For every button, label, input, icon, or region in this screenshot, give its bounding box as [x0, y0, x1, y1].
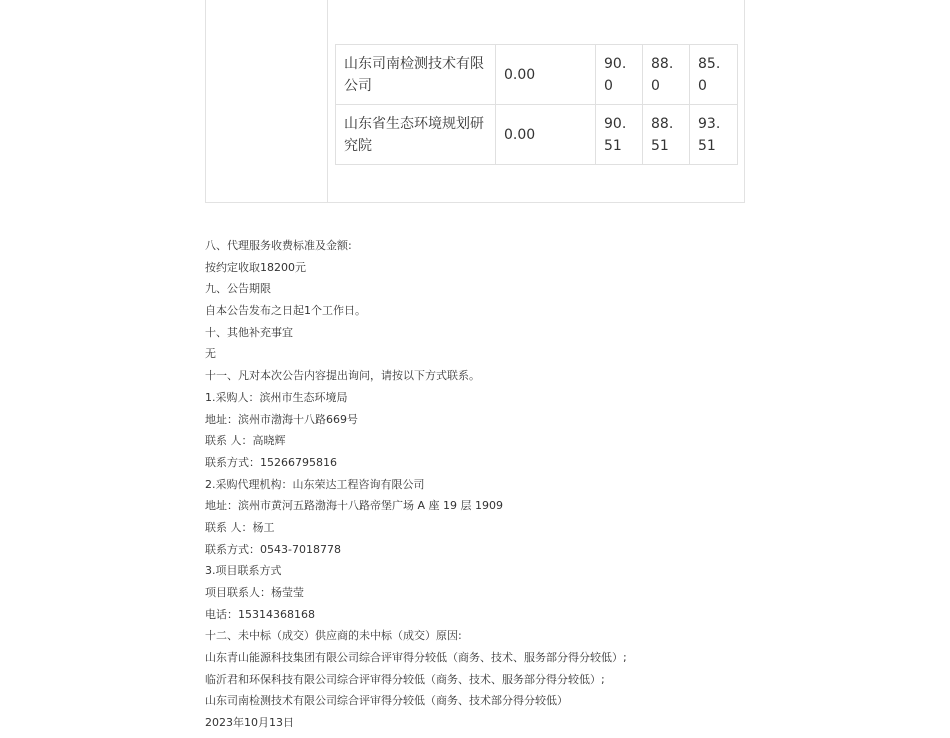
price-cell: 0.00	[496, 105, 596, 165]
fee-text: 按约定收取18200元	[205, 260, 306, 274]
announcement-body	[205, 235, 805, 734]
table-row	[336, 105, 738, 165]
agency-contact-person: 联系 人：杨工	[205, 520, 275, 534]
announcement-date: 2023年10月13日	[205, 716, 294, 730]
purchaser-line: 1.采购人：滨州市生态环境局	[205, 390, 348, 404]
project-contact-person: 项目联系人：杨莹莹	[205, 586, 304, 599]
section-heading-contact: 十一、凡对本次公告内容提出询问，请按以下方式联系。	[205, 369, 480, 383]
table-column-divider	[327, 0, 328, 202]
score-cell: 85.0	[690, 45, 738, 105]
price-cell: 0.00	[496, 45, 596, 105]
agency-phone: 联系方式：0543-7018778	[205, 542, 341, 556]
score-cell: 88.51	[643, 105, 690, 165]
score-cell: 90.51	[596, 105, 643, 165]
supplier-name-cell: 山东省生态环境规划研究院	[336, 105, 496, 165]
other-text: 无	[205, 347, 216, 361]
reason-item: 山东司南检测技术有限公司综合评审得分较低（商务、技术部分得分较低）	[205, 694, 568, 708]
section-heading-other: 十、其他补充事宜	[205, 325, 293, 339]
supplier-name-cell: 山东司南检测技术有限公司	[336, 45, 496, 105]
score-cell: 93.51	[690, 105, 738, 165]
agency-line: 2.采购代理机构：山东荣达工程咨询有限公司	[205, 477, 425, 491]
section-heading-period: 九、公告期限	[205, 282, 271, 296]
purchaser-contact-person: 联系 人：高晓辉	[205, 434, 286, 448]
section-heading-fee: 八、代理服务收费标准及金额:	[205, 239, 352, 252]
agency-address: 地址：滨州市黄河五路渤海十八路帝堡广场 A 座 19 层 1909	[205, 499, 503, 513]
purchaser-phone: 联系方式：15266795816	[205, 455, 337, 469]
score-cell: 88.0	[643, 45, 690, 105]
reason-item: 山东青山能源科技集团有限公司综合评审得分较低（商务、技术、服务部分得分较低）;	[205, 651, 627, 665]
purchaser-address: 地址：滨州市渤海十八路669号	[205, 412, 358, 426]
section-heading-reasons: 十二、未中标（成交）供应商的未中标（成交）原因:	[205, 629, 462, 643]
project-contact-heading: 3.项目联系方式	[205, 564, 282, 578]
score-cell: 90.0	[596, 45, 643, 105]
period-text: 自本公告发布之日起1个工作日。	[205, 304, 366, 318]
reason-item: 临沂君和环保科技有限公司综合评审得分较低（商务、技术、服务部分得分较低）;	[205, 672, 605, 686]
score-table	[335, 44, 738, 165]
project-phone: 电话：15314368168	[205, 607, 315, 621]
table-row	[336, 45, 738, 105]
